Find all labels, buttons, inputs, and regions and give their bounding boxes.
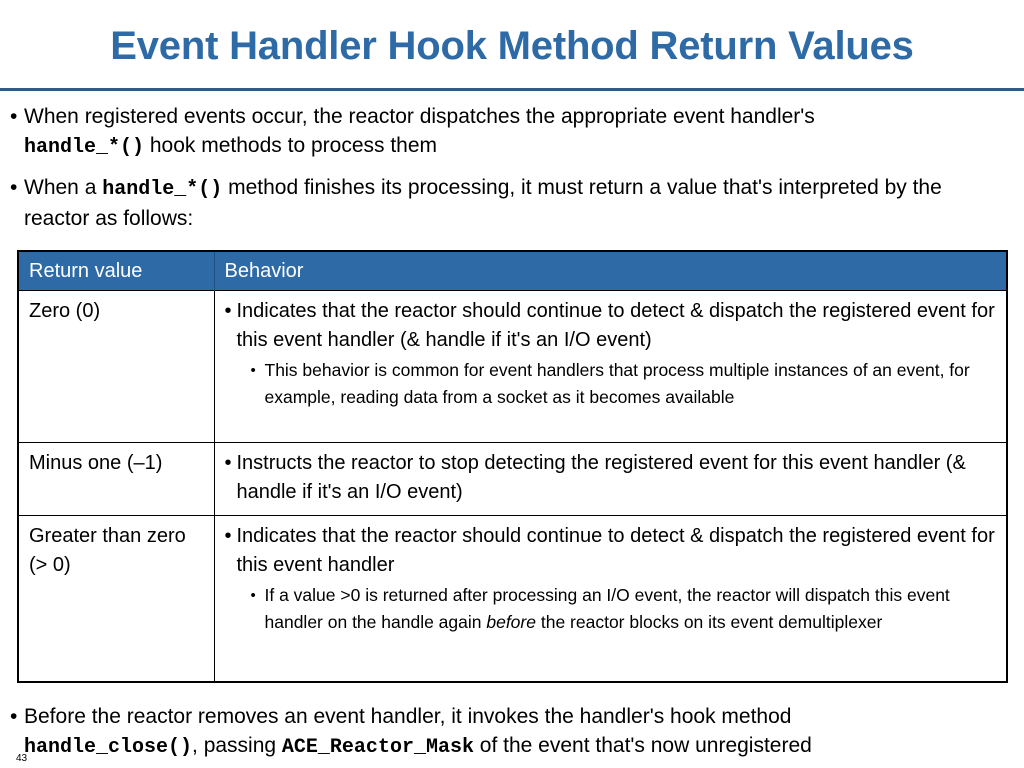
- header-return-value: Return value: [18, 251, 214, 291]
- bullet-dot: •: [10, 105, 18, 128]
- bullet-text: of the event that's now unregistered: [473, 734, 812, 757]
- cell-return-value: Minus one (–1): [18, 443, 214, 516]
- table-row: [18, 443, 1007, 516]
- code-handle-star: handle_*(): [24, 136, 145, 159]
- bullet-return: [10, 173, 1010, 233]
- bullet-dispatch: [10, 102, 1010, 162]
- bullet-text: hook methods to process them: [144, 134, 438, 157]
- behavior-subtext: the reactor blocks on its event demultiplexer: [535, 612, 883, 632]
- bullet-dot: •: [250, 587, 256, 604]
- table-row: [18, 291, 1007, 443]
- cell-return-value: Greater than zero (> 0): [18, 516, 214, 682]
- page-number: 43: [16, 753, 28, 764]
- cell-behavior: [214, 443, 1007, 516]
- bullet-dot: •: [250, 362, 256, 379]
- behavior-text: Indicates that the reactor should continue to detect & dispatch the registered event for this event handler (& handle if it's an I/O event): [236, 300, 995, 351]
- bullet-dot: •: [224, 300, 232, 322]
- cell-return-value: Zero (0): [18, 291, 214, 443]
- cell-behavior: [214, 291, 1007, 443]
- bullet-dot: •: [10, 176, 18, 199]
- code-reactor-mask: ACE_Reactor_Mask: [281, 736, 474, 759]
- bullet-dot: •: [10, 705, 18, 728]
- bullet-dot: •: [224, 525, 232, 547]
- behavior-subtext: If a value >0 is returned after processing an I/O event, the reactor will dispatch this event handler on the handle again: [264, 585, 950, 632]
- behavior-text: Indicates that the reactor should continue to detect & dispatch the registered event for this event handler: [236, 525, 995, 576]
- code-handle-close: handle_close(): [24, 736, 193, 759]
- table-header-row: [18, 251, 1007, 291]
- emphasis-before: before: [486, 612, 536, 632]
- table-row: [18, 516, 1007, 682]
- code-handle-star: handle_*(): [102, 178, 223, 201]
- bullet-text: , passing: [192, 734, 282, 757]
- behavior-text: Instructs the reactor to stop detecting the registered event for this event handler (& handle if it's an I/O event): [236, 452, 966, 503]
- bullet-dot: •: [224, 452, 232, 474]
- bullet-text: When a: [24, 176, 103, 199]
- bullet-text: method finishes its processing, it must return a value that's interpreted by the reactor as follows:: [24, 176, 942, 230]
- header-behavior: Behavior: [214, 251, 1007, 291]
- behavior-subtext: This behavior is common for event handlers that process multiple instances of an event, for example, reading data from a socket as it becomes available: [264, 360, 970, 407]
- slide-title: Event Handler Hook Method Return Values: [110, 24, 914, 68]
- title-divider: [0, 88, 1024, 91]
- cell-behavior: [214, 516, 1007, 682]
- bullet-handle-close: [10, 702, 1010, 762]
- bullet-text: Before the reactor removes an event handler, it invokes the handler's hook method: [24, 705, 792, 728]
- return-values-table: [17, 250, 1008, 683]
- bullet-text: When registered events occur, the reactor dispatches the appropriate event handler's: [24, 105, 815, 128]
